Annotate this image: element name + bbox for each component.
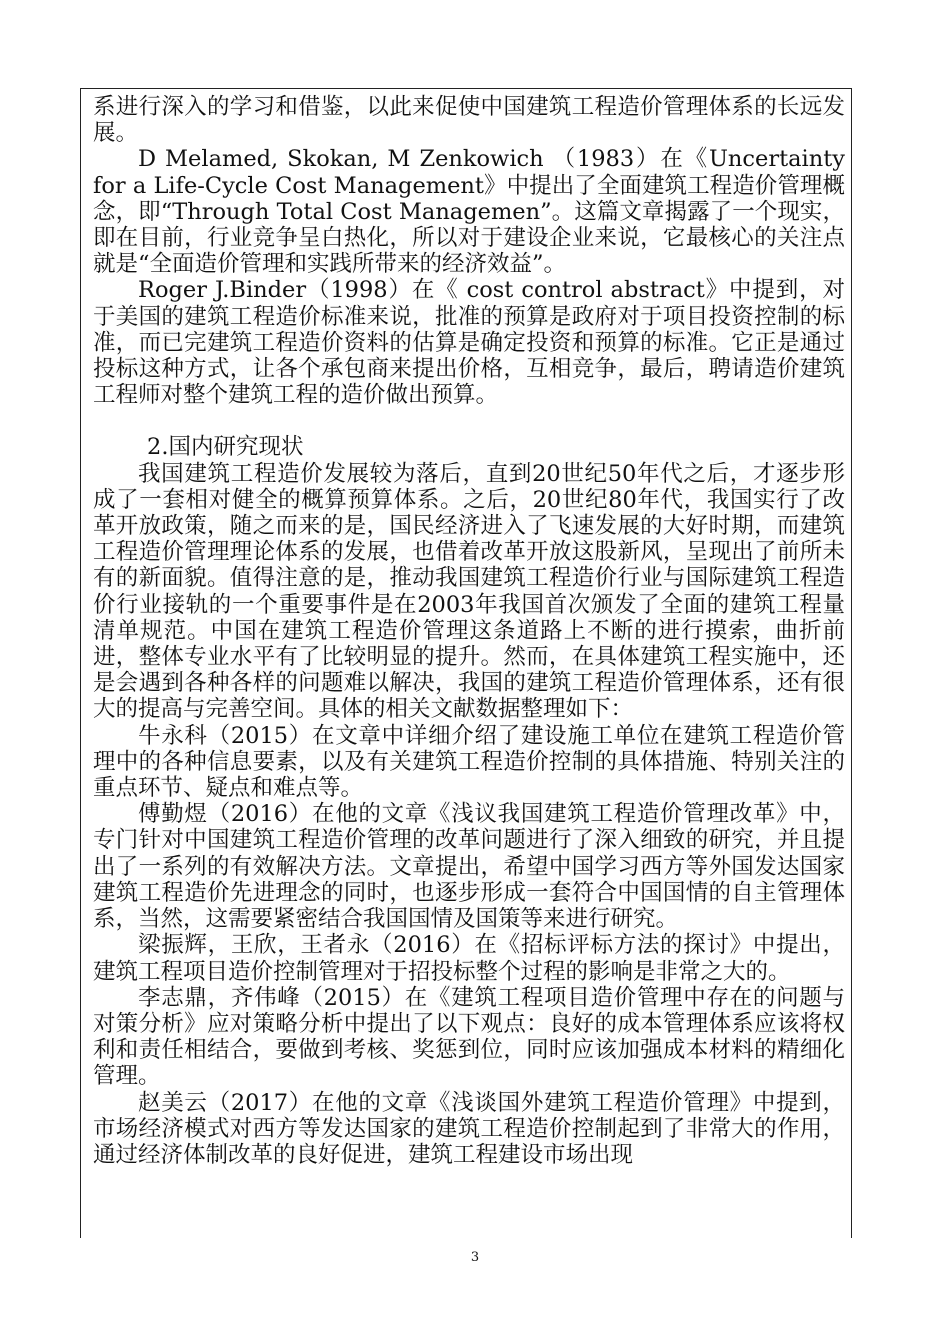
paragraph-melamed: D Melamed, Skokan, M Zenkowich （1983）在《Uncertainty for a Life-Cycle Cost Management》中提出了全面建筑工程造价管理概念，即“Through Total Cost Managemen”。这篇文章揭露了一个现实，即在目前，行业竞争呈白热化，所以对于建设企业来说，它最核心的关注点就是“全面造价管理和实践所带来的经济效益”。 xyxy=(93,146,845,278)
paragraph-li: 李志鼎，齐伟峰（2015）在《建筑工程项目造价管理中存在的问题与对策分析》应对策略分析中提出了以下观点：良好的成本管理体系应该将权利和责任相结合，要做到考核、奖惩到位，同时应该加强成本材料的精细化管理。 xyxy=(93,984,845,1090)
section-heading: 2.国内研究现状 xyxy=(147,434,304,461)
paragraph-zhao: 赵美云（2017）在他的文章《浅谈国外建筑工程造价管理》中提到，市场经济模式对西方等发达国家的建筑工程造价控制起到了非常大的作用，通过经济体制改革的良好促进，建筑工程建设市场出现 xyxy=(93,1089,845,1168)
paragraph-domestic-overview: 我国建筑工程造价发展较为落后，直到20世纪50年代之后，才逐步形成了一套相对健全的概算预算体系。之后，20世纪80年代，我国实行了改革开放政策，随之而来的是，国民经济进入了飞速发展的大好时期，而建筑工程造价管理理论体系的发展，也借着改革开放这股新风，呈现出了前所未有的新面貌。值得注意的是，推动我国建筑工程造价行业与国际建筑工程造价行业接轨的一个重要事件是在2003年我国首次颁发了全面的建筑工程量清单规范。中国在建筑工程造价管理这条道路上不断的进行摸索，曲折前进，整体专业水平有了比较明显的提升。然而，在具体建筑工程实施中，还是会遇到各种各样的问题难以解决，我国的建筑工程造价管理体系，还有很大的提高与完善空间。具体的相关文献数据整理如下： xyxy=(93,460,845,723)
page-number: 3 xyxy=(470,1250,480,1265)
paragraph-liang: 梁振辉，王欣，王者永（2016）在《招标评标方法的探讨》中提出，建筑工程项目造价控制管理对于招投标整个过程的影响是非常之大的。 xyxy=(93,932,845,985)
paragraph-fu: 傅勤煜（2016）在他的文章《浅议我国建筑工程造价管理改革》中，专门针对中国建筑工程造价管理的改革问题进行了深入细致的研究，并且提出了一系列的有效解决方法。文章提出，希望中国学习西方等外国发达国家建筑工程造价先进理念的同时，也逐步形成一套符合中国国情的自主管理体系，当然，这需要紧密结合我国国情及国策等来进行研究。 xyxy=(93,801,845,933)
document-body xyxy=(93,94,845,1168)
paragraph-niu: 牛永科（2015）在文章中详细介绍了建设施工单位在建筑工程造价管理中的各种信息要素，以及有关建筑工程造价控制的具体措施、特别关注的重点环节、疑点和难点等。 xyxy=(93,722,845,802)
paragraph-binder: Roger J.Binder（1998）在《 cost control abstract》中提到，对于美国的建筑工程造价标准来说，批准的预算是政府对于项目投资控制的标准，而已完建筑工程造价资料的估算是确定投资和预算的标准。它正是通过投标这种方式，让各个承包商来提出价格，互相竞争，最后，聘请造价建筑工程师对整个建筑工程的造价做出预算。 xyxy=(93,277,845,409)
paragraph-continuation: 系进行深入的学习和借鉴，以此来促使中国建筑工程造价管理体系的长远发展。 xyxy=(93,94,845,147)
